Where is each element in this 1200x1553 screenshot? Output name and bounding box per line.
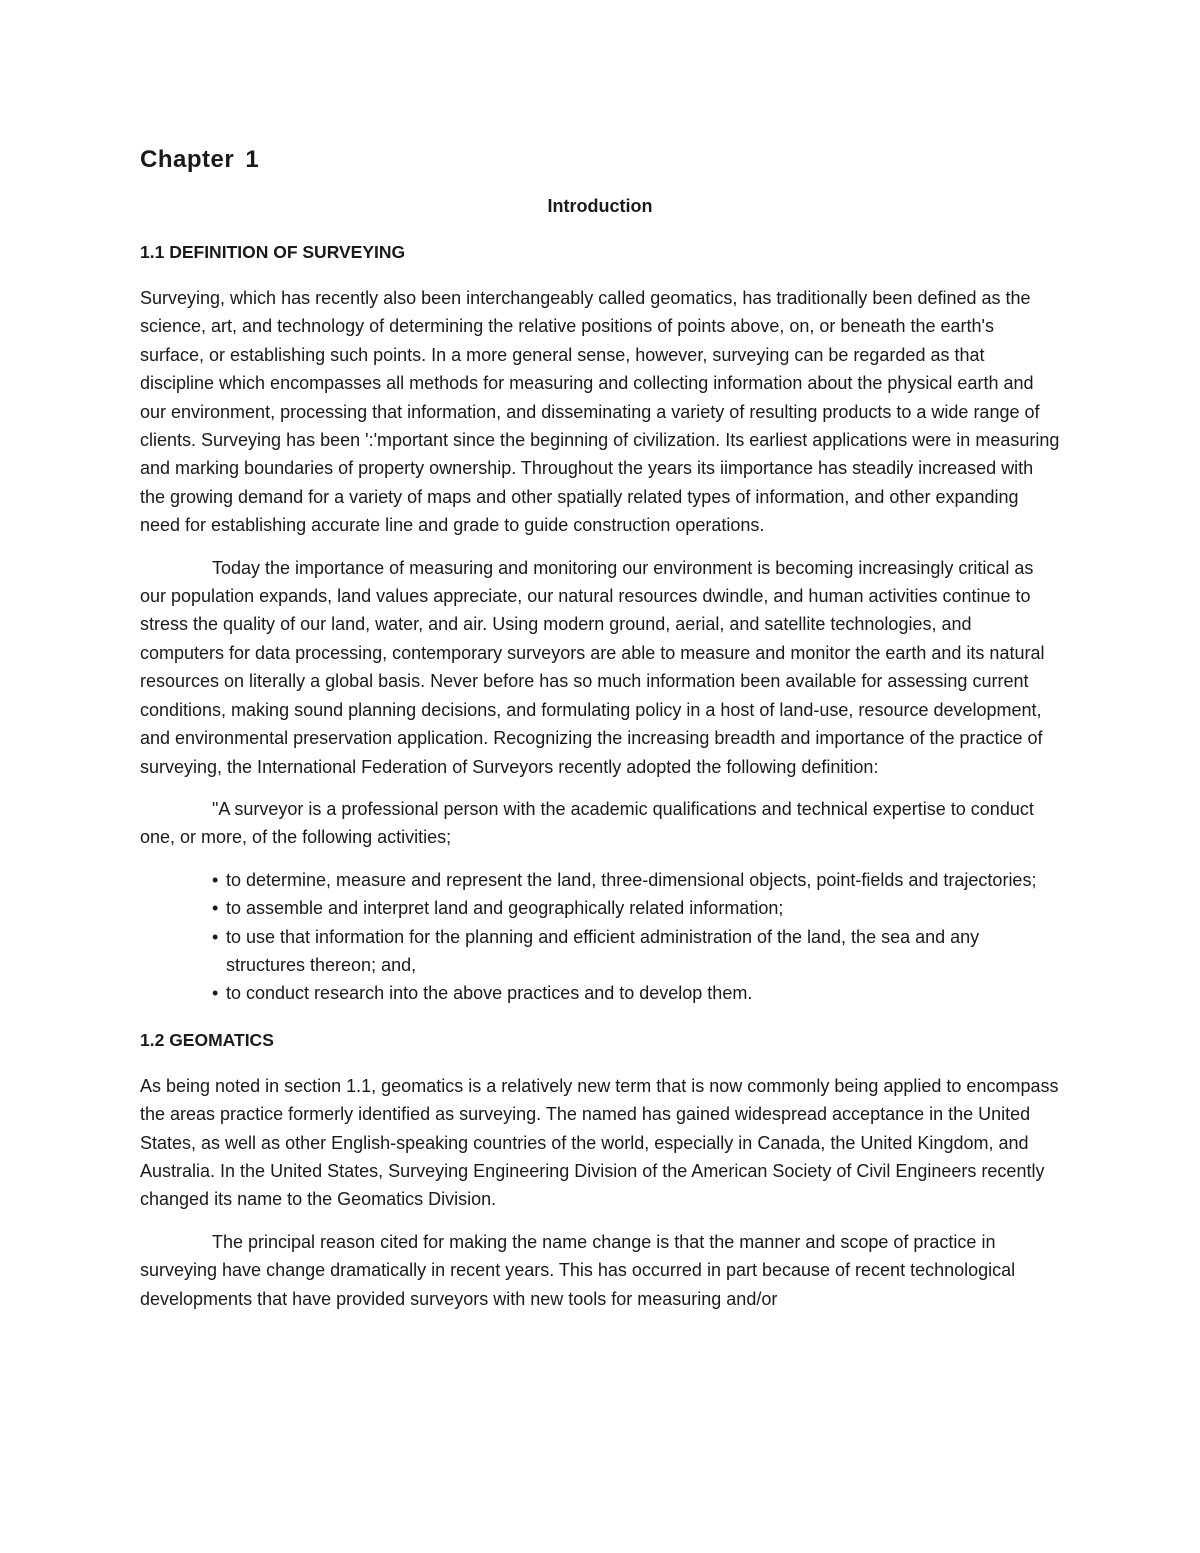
list-item-text: to conduct research into the above practices and to develop them.: [226, 983, 753, 1004]
document-content: [140, 140, 1060, 1313]
activities-list: [212, 866, 1060, 1008]
section-heading-1-1: 1.1 DEFINITION OF SURVEYING: [140, 242, 406, 262]
list-item-text: to determine, measure and represent the land, three-dimensional objects, point-fields and trajectories;: [226, 869, 1037, 890]
bullet-icon: •: [212, 926, 219, 947]
bullet-icon: •: [212, 898, 219, 919]
chapter-title: Chapter 1: [140, 146, 260, 173]
list-item: [212, 866, 1060, 894]
list-item: [212, 923, 1060, 980]
bullet-icon: •: [212, 869, 219, 890]
paragraph-geomatics: As being noted in section 1.1, geomatics is a relatively new term that is now commonly being applied to encompass the areas practice formerly identified as surveying. The named has gained widespread acceptance in the United States, as well as other English-speaking countries of the world, especially in Canada, the United Kingdom, and Australia. In the United States, Surveying Engineering Division of the American Society of Civil Engineers recently changed its name to the Geomatics Division.: [140, 1075, 1059, 1210]
paragraph-importance: Today the importance of measuring and monitoring our environment is becoming increasingly critical as our population expands, land values appreciate, our natural resources dwindle, and human activities continue to stress the quality of our land, water, and air. Using modern ground, aerial, and satellite technologies, and computers for data processing, contemporary surveyors are able to measure and monitor the earth and its natural resources on literally a global basis. Never before has so much information been available for assessing current conditions, making sound planning decisions, and formulating policy in a host of land-use, resource development, and environmental preservation application. Recognizing the increasing breadth and importance of the practice of surveying, the International Federation of Surveyors recently adopted the following definition:: [140, 557, 1045, 777]
bullet-icon: •: [212, 983, 219, 1004]
paragraph-name-change: The principal reason cited for making the name change is that the manner and scope of practice in surveying have change dramatically in recent years. This has occurred in part because of recent technological developments that have provided surveyors with new tools for measuring and/or: [140, 1231, 1016, 1309]
paragraph-definition: Surveying, which has recently also been interchangeably called geomatics, has traditionally been defined as the science, art, and technology of determining the relative positions of points above, on, or beneath the earth's surface, or establishing such points. In a more general sense, however, surveying can be regarded as that discipline which encompasses all methods for measuring and collecting information about the physical earth and our environment, processing that information, and disseminating a variety of resulting products to a wide range of clients. Surveying has been ':'mportant since the beginning of civilization. Its earliest applications were in measuring and marking boundaries of property ownership. Throughout the years its iimportance has steadily increased with the growing demand for a variety of maps and other spatially related types of information, and other expanding need for establishing accurate line and grade to guide construction operations.: [140, 288, 1060, 536]
paragraph-quote: "A surveyor is a professional person with the academic qualifications and technical expertise to conduct one, or more, of the following activities;: [140, 798, 1034, 848]
section-heading-1-2: 1.2 GEOMATICS: [140, 1029, 274, 1050]
list-item-text: to use that information for the planning and efficient administration of the land, the sea and any structures thereon; and,: [226, 926, 980, 975]
chapter-subtitle: Introduction: [547, 196, 653, 216]
list-item: [212, 894, 1060, 922]
list-item: [212, 979, 1060, 1007]
list-item-text: to assemble and interpret land and geographically related information;: [226, 898, 784, 919]
